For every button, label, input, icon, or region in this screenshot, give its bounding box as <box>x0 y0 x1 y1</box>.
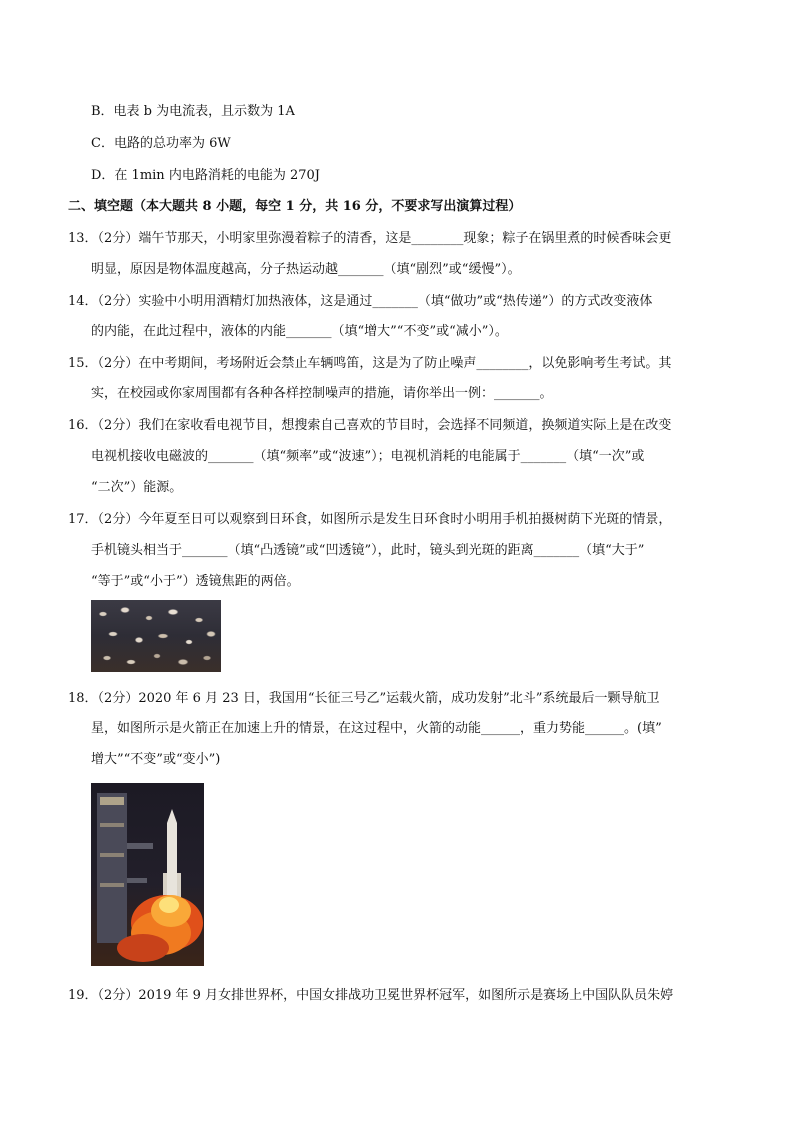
rocket-launch-photo <box>91 783 204 966</box>
question-15-line-1: 15．（2分）在中考期间，考场附近会禁止车辆鸣笛，这是为了防止噪声________，以免影响考生考试。其 <box>68 356 672 371</box>
question-14-line-1: 14．（2分）实验中小明用酒精灯加热液体，这是通过_______（填“做功”或“热传递”）的方式改变液体 <box>68 294 653 309</box>
question-16-line-3: “二次”）能源。 <box>91 480 183 495</box>
question-15-line-2: 实，在校园或你家周围都有各种各样控制噪声的措施，请你举出一例：_______。 <box>91 386 553 401</box>
option-d: D．在 1min 内电路消耗的电能为 270J <box>91 168 320 183</box>
question-17-line-3: “等于”或“小于”）透镜焦距的两倍。 <box>91 574 300 589</box>
question-13-line-1: 13．（2分）端午节那天，小明家里弥漫着粽子的清香，这是________现象；粽子在锅里煮的时候香味会更 <box>68 231 672 246</box>
option-b: B．电表 b 为电流表，且示数为 1A <box>91 104 295 119</box>
tree-shade-light-spots-photo <box>91 600 221 672</box>
question-18-line-1: 18．（2分）2020 年 6 月 23 日，我国用“长征三号乙”运载火箭，成功发射”北斗”系统最后一颗导航卫 <box>68 691 660 706</box>
question-17-line-1: 17．（2分）今年夏至日可以观察到日环食，如图所示是发生日环食时小明用手机拍摄树荫下光斑的情景， <box>68 512 672 527</box>
rocket-body <box>167 823 177 897</box>
launch-tower <box>97 793 127 943</box>
question-13-line-2: 明显，原因是物体温度越高，分子热运动越_______（填“剧烈”或“缓慢”）。 <box>91 262 521 277</box>
question-16-line-1: 16．（2分）我们在家收看电视节目，想搜索自己喜欢的节目时，会选择不同频道，换频道实际上是在改变 <box>68 418 672 433</box>
question-18-line-3: 增大”“不变”或“变小”) <box>91 752 221 767</box>
rocket-launch-illustration <box>91 783 204 966</box>
option-c: C．电路的总功率为 6W <box>91 136 231 151</box>
question-14-line-2: 的内能，在此过程中，液体的内能_______（填“增大”“不变”或“减小”）。 <box>91 324 508 339</box>
question-18-line-2: 星，如图所示是火箭正在加速上升的情景，在这过程中，火箭的动能______，重力势能______。(填” <box>91 721 662 736</box>
section-title: 二、填空题（本大题共 8 小题，每空 1 分，共 16 分，不要求写出演算过程） <box>68 199 522 214</box>
question-17-line-2: 手机镜头相当于_______（填“凸透镜”或“凹透镜”），此时，镜头到光斑的距离_______（填“大于” <box>91 543 645 558</box>
question-16-line-2: 电视机接收电磁波的_______（填“频率”或“波速”）；电视机消耗的电能属于_______（填“一次”或 <box>91 449 645 464</box>
question-19-line-1: 19．（2分）2019 年 9 月女排世界杯，中国女排战功卫冕世界杯冠军，如图所示是赛场上中国队队员朱婷 <box>68 988 674 1003</box>
